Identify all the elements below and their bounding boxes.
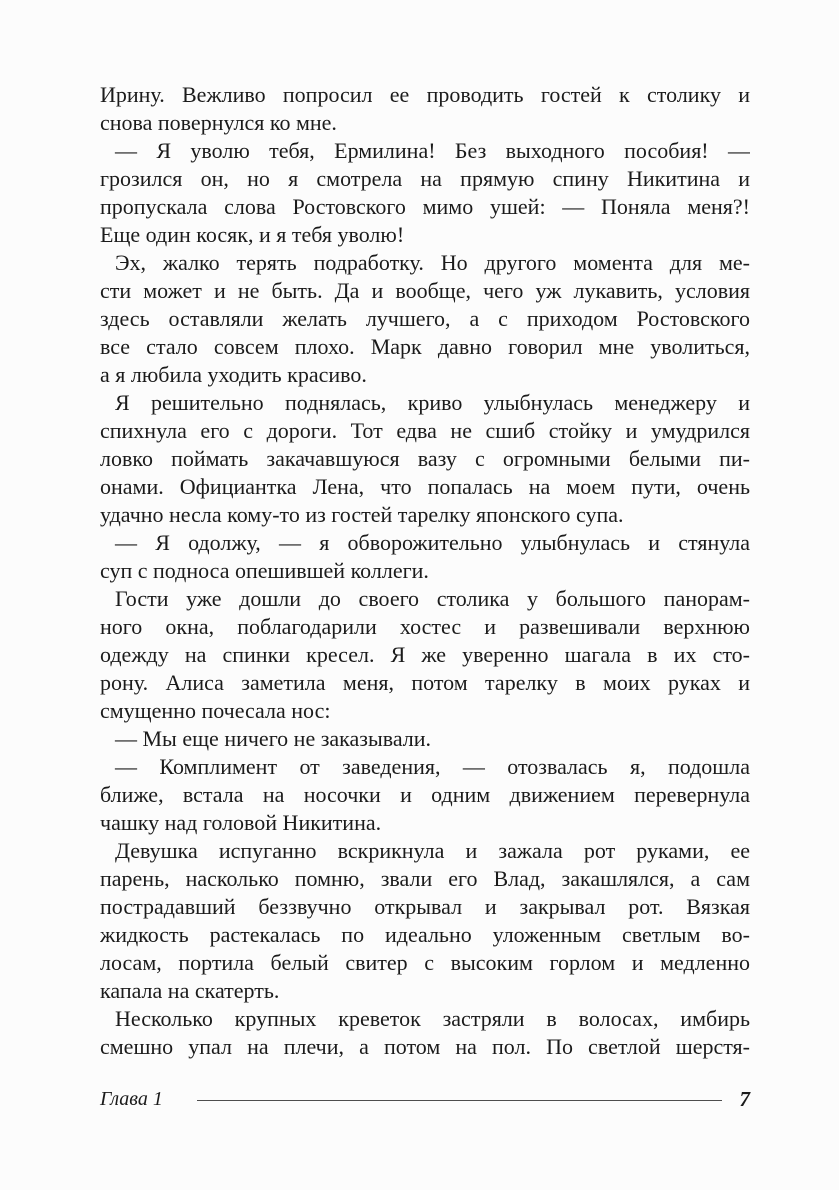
text-line: одежду на спинки кресел. Я же уверенно шагала в их сто-	[100, 642, 750, 667]
running-chapter-title: Глава 1	[100, 1088, 163, 1110]
text-line: жидкость растекалась по идеально уложенным светлым во-	[100, 922, 750, 947]
page-number: 7	[739, 1087, 750, 1111]
text-line: чашку над головой Никитина.	[100, 810, 382, 835]
text-line: рону. Алиса заметила меня, потом тарелку в моих руках и	[100, 670, 750, 695]
text-line: ближе, встала на носочки и одним движением перевернула	[100, 782, 750, 807]
text-line: Ирину. Вежливо попросил ее проводить гостей к столику и	[100, 82, 750, 107]
text-line: Несколько крупных креветок застряли в волосах, имбирь	[115, 1006, 750, 1031]
text-line: а я любила уходить красиво.	[100, 362, 367, 387]
page-body-text	[100, 81, 750, 1061]
text-line: смущенно почесала нос:	[100, 698, 331, 723]
text-line: спихнула его с дороги. Тот едва не сшиб стойку и умудрился	[100, 418, 750, 443]
text-line: Эх, жалко терять подработку. Но другого момента для ме-	[115, 250, 750, 275]
text-line: Гости уже дошли до своего столика у большого панорам-	[115, 586, 750, 611]
text-line: снова повернулся ко мне.	[100, 110, 337, 135]
text-line: лосам, портила белый свитер с высоким горлом и медленно	[100, 950, 750, 975]
text-line: ловко поймать закачавшуюся вазу с огромными белыми пи-	[100, 446, 750, 471]
text-line: ного окна, поблагодарили хостес и развешивали верхнюю	[100, 614, 750, 639]
text-line: суп с подноса опешившей коллеги.	[100, 558, 429, 583]
text-line: онами. Официантка Лена, что попалась на моем пути, очень	[100, 474, 750, 499]
text-line: сти может и не быть. Да и вообще, чего уж лукавить, условия	[100, 278, 750, 303]
text-line: — Я уволю тебя, Ермилина! Без выходного пособия! —	[115, 138, 750, 163]
text-line: грозился он, но я смотрела на прямую спину Никитина и	[100, 166, 750, 191]
text-line: Девушка испуганно вскрикнула и зажала рот руками, ее	[115, 838, 750, 863]
text-line: пропускала слова Ростовского мимо ушей: — Поняла меня?!	[100, 194, 750, 219]
text-line: — Я одолжу, — я обворожительно улыбнулась и стянула	[115, 530, 750, 555]
footer-rule	[197, 1100, 722, 1101]
text-line: все стало совсем плохо. Марк давно говорил мне уволиться,	[100, 334, 750, 359]
text-line: здесь оставляли желать лучшего, а с приходом Ростовского	[100, 306, 750, 331]
text-line: парень, насколько помню, звали его Влад, закашлялся, а сам	[100, 866, 750, 891]
text-line: удачно несла кому-то из гостей тарелку японского супа.	[100, 502, 624, 527]
text-line: — Мы еще ничего не заказывали.	[115, 726, 432, 751]
text-line: капала на скатерть.	[100, 978, 280, 1003]
text-line: Я решительно поднялась, криво улыбнулась менеджеру и	[115, 390, 750, 415]
text-line: смешно упал на плечи, а потом на пол. По светлой шерстя-	[100, 1034, 750, 1059]
text-line: Еще один косяк, и я тебя уволю!	[100, 222, 405, 247]
text-line: — Комплимент от заведения, — отозвалась я, подошла	[115, 754, 750, 779]
page-footer	[100, 1086, 750, 1112]
text-line: пострадавший беззвучно открывал и закрывал рот. Вязкая	[100, 894, 750, 919]
